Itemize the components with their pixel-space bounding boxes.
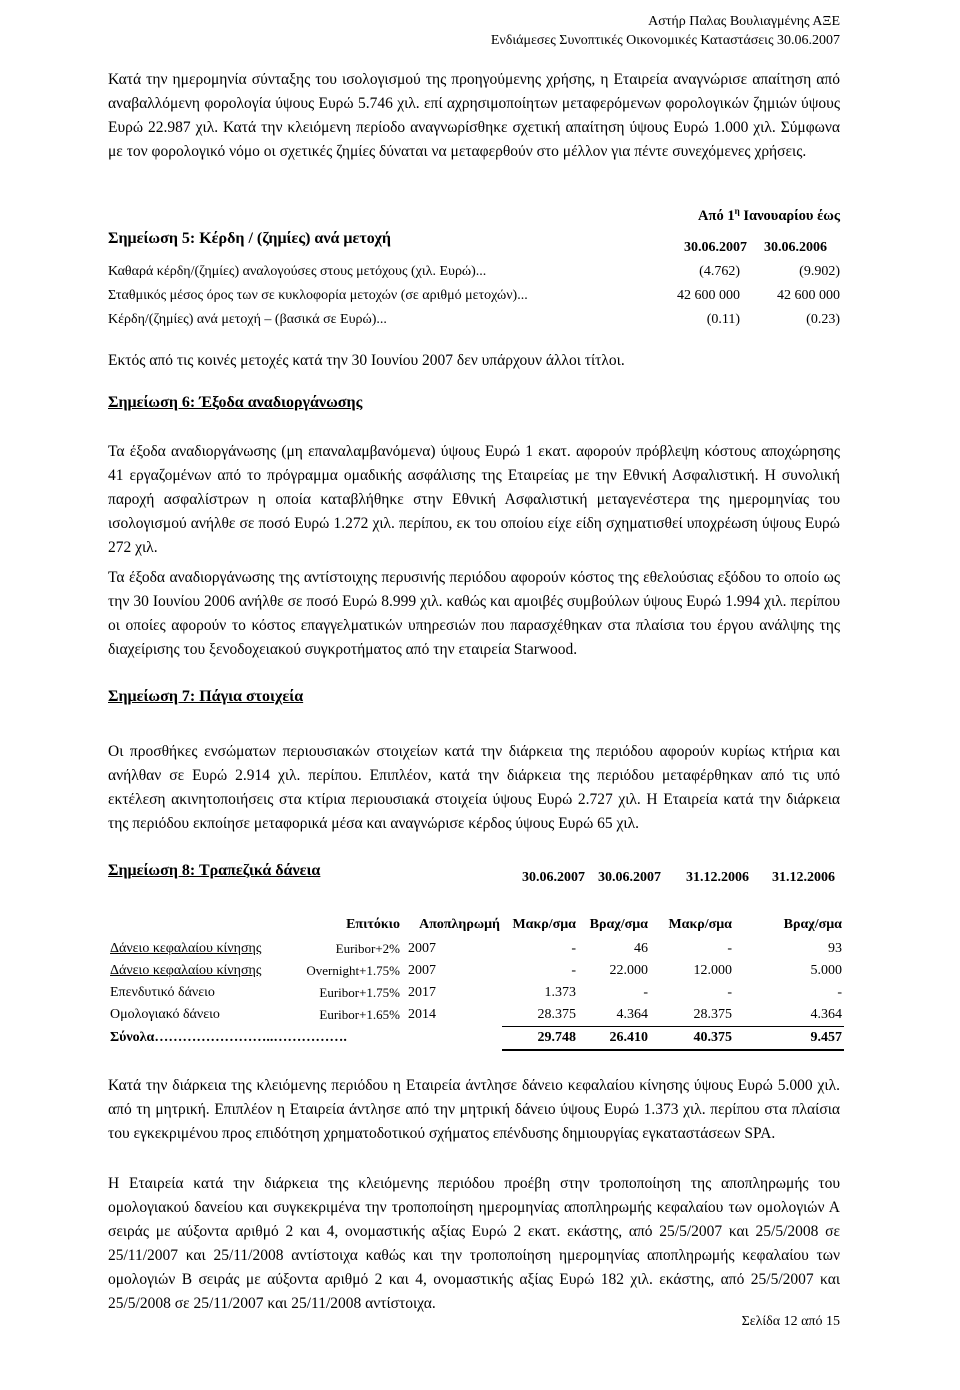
row-value-2006: (0.23) — [806, 312, 840, 327]
total-label: Σύνολα……………………..……………. — [110, 1030, 347, 1046]
loan-value: 22.000 — [609, 963, 648, 978]
total-value: 9.457 — [734, 1027, 844, 1051]
loan-value: 28.375 — [537, 1007, 576, 1022]
company-name: Αστήρ Παλας Βουλιαγμένης ΑΞΕ — [648, 14, 840, 29]
note5-row — [108, 312, 840, 334]
loan-value: 4.364 — [616, 1007, 648, 1022]
loan-value: 4.364 — [810, 1007, 842, 1022]
loan-maturity: 2017 — [408, 985, 436, 1000]
row-label: Καθαρά κέρδη/(ζημίες) αναλογούσες στους μετόχους (χιλ. Ευρώ)... — [108, 264, 487, 279]
loan-maturity: 2007 — [408, 963, 436, 978]
table-total-row — [108, 1027, 844, 1051]
loan-value: - — [643, 985, 648, 1000]
note6-title: Σημείωση 6: Έξοδα αναδιοργάνωσης — [108, 394, 363, 411]
report-title: Ενδιάμεσες Συνοπτικές Οικονομικές Καταστάσεις 30.06.2007 — [490, 33, 840, 48]
table-row — [108, 960, 844, 982]
page-number: Σελίδα 12 από 15 — [741, 1314, 840, 1329]
loan-value: 1.373 — [544, 985, 576, 1000]
loan-value: - — [837, 985, 842, 1000]
intro-paragraph: Κατά την ημερομηνία σύνταξης του ισολογισμού της προηγούμενης χρήσης, η Εταιρεία αναγνώρισε απαίτηση από αναβαλλόμενη φορολογία ύψους Ευρώ 5.746 χιλ. επί αχρησιμοποίητων μεταφερόμενων φορολογικών ζημιών ύψους Ευρώ 22.987 χιλ. Κατά την κλειόμενη περίοδο αναγνωρίσθηκε σχετική απαίτηση ύψους Ευρώ 1.000 χιλ. Σύμφωνα με τον φορολογικό νόμο οι σχετικές ζημίες δύναται να μεταφερθούν στο μέλλον για πέντε συνεχόμενες χρήσεις. — [108, 71, 840, 160]
note8-title: Σημείωση 8: Τραπεζικά δάνεια — [108, 862, 321, 879]
total-value: 40.375 — [650, 1027, 734, 1051]
note5-period-label: Από $1^\eta$ Ιανουαρίου έως — [698, 206, 840, 224]
note5-row — [108, 288, 840, 310]
note8-date-header: 30.06.2007 — [522, 870, 585, 885]
note8-date-header: 31.12.2006 — [772, 870, 835, 885]
note8-paragraph-1: Κατά την διάρκεια της κλειόμενης περιόδου η Εταιρεία άντλησε δάνειο κεφαλαίου κίνησης ύψους Ευρώ 5.000 χιλ. από τη μητρική. Επιπλέον η Εταιρεία άντλησε από την μητρική δάνειο ύψους Ευρώ 1.373 χιλ. περίπου στα πλαίσια του εγκεκριμένου προς επιδότηση χρηματοδοτικού σχήματος επένδυσης δημιουργίας εγκαταστάσεων SPA. — [108, 1077, 840, 1142]
loan-value: 93 — [828, 941, 842, 956]
loan-name: Δάνειο κεφαλαίου κίνησης — [110, 941, 262, 956]
loan-value: - — [571, 963, 576, 978]
loan-value: - — [727, 985, 732, 1000]
note6-paragraph-1: Τα έξοδα αναδιοργάνωσης (μη επαναλαμβανόμενα) ύψους Ευρώ 1 εκατ. αφορούν πρόβλεψη κόστους αποχώρησης 41 εργαζομένων από το πρόγραμμα ομαδικής ασφάλισης της Εταιρείας με την Εθνική Ασφαλιστική. Η συνολική παροχή ασφαλίστρων η οποία καταβλήθηκε στην Εθνική Ασφαλιστική μεταγενέστερα της ημερομηνίας του ισολογισμού ανήλθε σε ποσό Ευρώ 1.272 χιλ. περίπου, εκ του οποίου είχε είδη σχηματισθεί υποχρέωση ύψους Ευρώ 272 χιλ. — [108, 443, 840, 556]
row-value-2006: (9.902) — [799, 264, 840, 279]
row-value-2007: (4.762) — [699, 264, 740, 279]
column-header: Βραχ/σμα — [783, 917, 842, 932]
total-value: 26.410 — [578, 1027, 650, 1051]
loan-name: Ομολογιακό δάνειο — [110, 1007, 220, 1023]
table-row — [108, 982, 844, 1004]
row-value-2007: 42 600 000 — [677, 288, 740, 303]
loan-value: 28.375 — [693, 1007, 732, 1022]
note6-paragraph-2: Τα έξοδα αναδιοργάνωσης της αντίστοιχης περυσινής περιόδου αφορούν κόστος της εθελούσιας εξόδου το οποίο ως την 30 Ιουνίου 2006 ανήλθε σε ποσό Ευρώ 8.999 χιλ. καθώς και αμοιβές συμβούλων ύψους Ευρώ 1.994 χιλ. περίπου οι οποίες αφορούν το κόστος επαγγελματικών υπηρεσιών που παρασχέθηκαν στα πλαίσια του έργου ανάλψης της διαχείρισης του ξενοδοχειακού συγκροτήματος από την εταιρεία Starwood. — [108, 569, 840, 658]
note5-row — [108, 264, 840, 286]
loan-rate: Overnight+1.75% — [306, 963, 400, 978]
column-header: Μακρ/σμα — [668, 917, 732, 932]
loan-rate: Euribor+1.75% — [319, 985, 400, 1000]
row-label: Κέρδη/(ζημίες) ανά μετοχή – (βασικά σε Ευρώ)... — [108, 312, 387, 327]
note8-date-header: 30.06.2007 — [598, 870, 661, 885]
loan-maturity: 2007 — [408, 941, 436, 956]
note5-col2-header: 30.06.2006 — [764, 240, 827, 255]
table-header-row — [108, 912, 844, 938]
loan-rate: Euribor+2% — [335, 941, 400, 956]
column-header: Μακρ/σμα — [512, 917, 576, 932]
row-value-2006: 42 600 000 — [777, 288, 840, 303]
row-label: Σταθμικός μέσος όρος των σε κυκλοφορία μετοχών (σε αριθμό μετοχών)... — [108, 288, 528, 303]
column-header: Επιτόκιο — [346, 917, 400, 932]
note8-date-header: 31.12.2006 — [686, 870, 749, 885]
note5-col1-header: 30.06.2007 — [684, 240, 747, 255]
note5-title: Σημείωση 5: Κέρδη / (ζημίες) ανά μετοχή — [108, 230, 391, 247]
table-row — [108, 938, 844, 960]
loan-name: Δάνειο κεφαλαίου κίνησης — [110, 963, 262, 978]
loan-value: - — [571, 941, 576, 956]
column-header: Αποπληρωμή — [419, 917, 500, 932]
note5-footnote: Εκτός από τις κοινές μετοχές κατά την 30 Ιουνίου 2007 δεν υπάρχουν άλλοι τίτλοι. — [108, 352, 625, 369]
page-header — [491, 12, 840, 50]
loan-value: 5.000 — [810, 963, 842, 978]
note7-title: Σημείωση 7: Πάγια στοιχεία — [108, 688, 304, 705]
loans-table — [108, 912, 844, 1051]
loan-maturity: 2014 — [408, 1007, 436, 1023]
note7-paragraph: Οι προσθήκες ενσώματων περιουσιακών στοιχείων κατά την διάρκεια της περιόδου αφορούν κυρίως κτήρια και ανήλθαν σε Ευρώ 2.914 χιλ. περίπου. Επιπλέον, κατά την διάρκεια της περιόδου μεταφέρθηκαν από τις υπό εκτέλεση ακινητοποιήσεις στα κτίρια περιουσιακά στοιχεία ύψους Ευρώ 2.727 χιλ. Η Εταιρεία κατά την διάρκεια της περιόδου εκποίησε μεταφορικά μέσα και αναγνώρισε κέρδος ύψους Ευρώ 65 χιλ. — [108, 743, 840, 832]
row-value-2007: (0.11) — [706, 312, 740, 327]
total-value: 29.748 — [502, 1027, 578, 1051]
loan-value: - — [727, 941, 732, 956]
loan-value: 12.000 — [693, 963, 732, 978]
table-row — [108, 1004, 844, 1027]
note8-paragraph-2: Η Εταιρεία κατά την διάρκεια της κλειόμενης περιόδου προέβη στην τροποποίηση της αποπληρωμής του ομολογιακού δανείου και συγκεκριμένα την τροποποίηση ημερομηνίας αποπληρωμής κεφαλαίου των ομολογιών Α σειράς με αύξοντα αριθμό 2 και 4, ονομαστικής αξίας Ευρώ 2 εκατ. εκάστης, από 25/5/2007 και 25/5/2008 σε 25/11/2007 και 25/11/2008 αντίστοιχα καθώς και την τροποποίηση ημερομηνίας αποπληρωμής κεφαλαίου των ομολογιών Β σειράς με αύξοντα αριθμό 2 και 4, ονομαστικής αξίας Ευρώ 182 χιλ. εκάστης, από 25/5/2007 και 25/5/2008 σε 25/11/2007 και 25/11/2008 αντίστοιχα. — [108, 1175, 840, 1312]
loan-name: Επενδυτικό δάνειο — [110, 985, 215, 1000]
column-header: Βραχ/σμα — [589, 917, 648, 932]
loan-value: 46 — [634, 941, 648, 956]
loan-rate: Euribor+1.65% — [319, 1007, 400, 1023]
